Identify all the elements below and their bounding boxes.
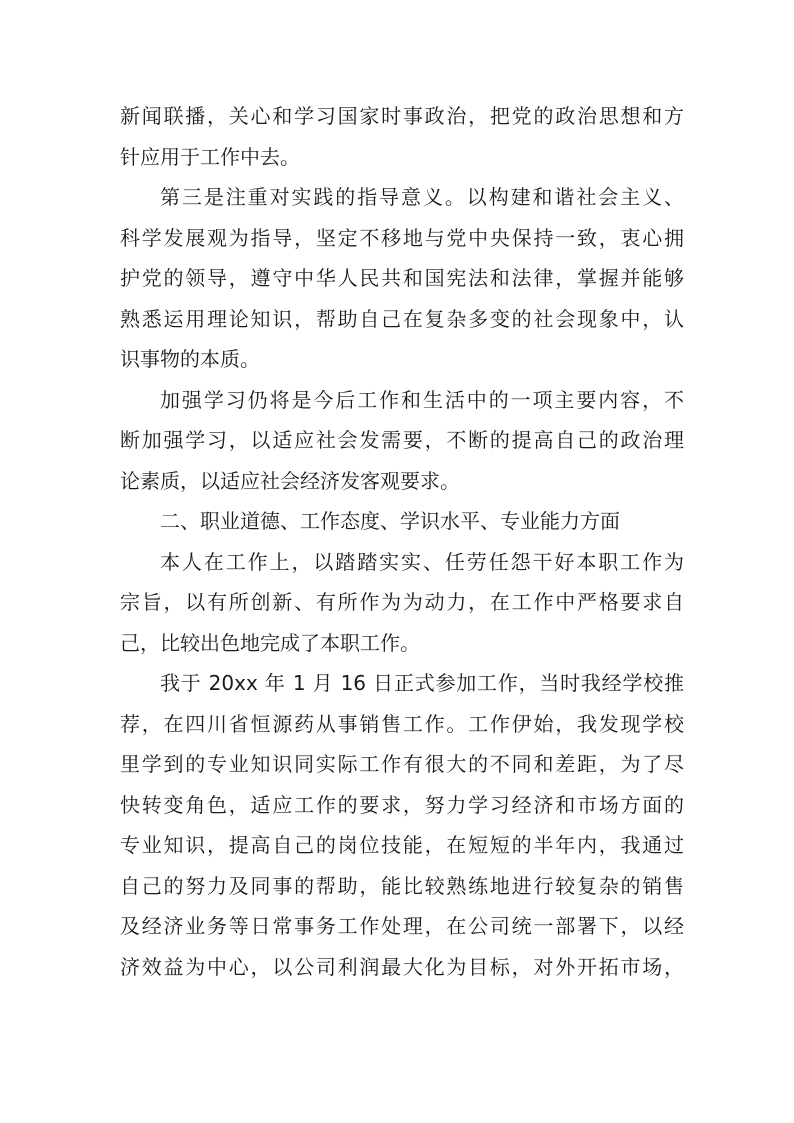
text-line: 济效益为中心，以公司利润最大化为目标，对外开拓市场， (120, 954, 684, 979)
text-line: 科学发展观为指导，坚定不移地与党中央保持一致，衷心拥 (120, 225, 684, 250)
text-line: 我于 20xx 年 1 月 16 日正式参加工作，当时我经学校推 (160, 671, 684, 695)
text-line: 里学到的专业知识同实际工作有很大的不同和差距，为了尽 (120, 752, 684, 776)
text-line: 宗旨，以有所创新、有所作为为动力，在工作中严格要求自 (120, 590, 684, 614)
text-line: 断加强学习，以适应社会发需要，不断的提高自己的政治理 (120, 428, 684, 452)
text-line: 专业知识，提高自己的岗位技能，在短短的半年内，我通过 (120, 833, 684, 857)
section-heading: 二、职业道德、工作态度、学识水平、专业能力方面 (160, 509, 620, 533)
text-line: 己，比较出色地完成了本职工作。 (120, 630, 420, 655)
text-line: 加强学习仍将是今后工作和生活中的一项主要内容，不 (160, 387, 684, 412)
text-line: 快转变角色，适应工作的要求，努力学习经济和市场方面的 (120, 792, 684, 817)
text-line: 及经济业务等日常事务工作处理，在公司统一部署下，以经 (120, 914, 684, 938)
text-line: 护党的领导，遵守中华人民共和国宪法和法律，掌握并能够 (120, 266, 684, 290)
text-line: 新闻联播，关心和学习国家时事政治，把党的政治思想和方 (120, 104, 684, 128)
document-body (120, 96, 684, 987)
text-line: 荐，在四川省恒源药从事销售工作。工作伊始，我发现学校 (120, 711, 684, 736)
text-line: 针应用于工作中去。 (120, 144, 300, 169)
text-line: 第三是注重对实践的指导意义。以构建和谐社会主义、 (160, 185, 684, 209)
text-line: 自己的努力及同事的帮助，能比较熟练地进行较复杂的销售 (120, 873, 684, 898)
text-line: 本人在工作上，以踏踏实实、任劳任怨干好本职工作为 (160, 549, 684, 574)
text-line: 识事物的本质。 (120, 347, 260, 371)
text-line: 论素质，以适应社会经济发客观要求。 (120, 468, 460, 493)
text-line: 熟悉运用理论知识，帮助自己在复杂多变的社会现象中，认 (120, 306, 684, 331)
